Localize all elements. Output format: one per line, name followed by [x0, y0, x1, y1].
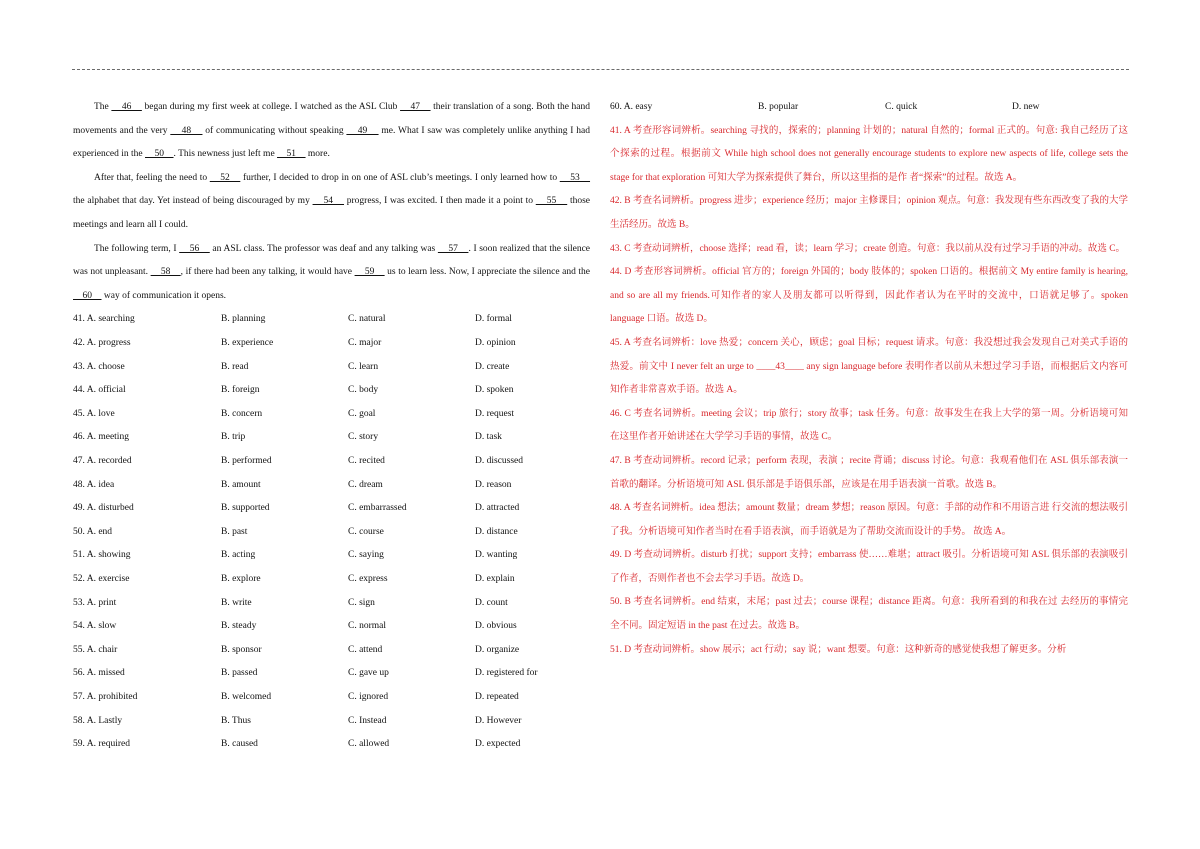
option-c: C. allowed: [348, 739, 390, 750]
passage-text: of communicating without speaking: [202, 125, 347, 136]
answer-explanation: 41. A 考查形容词辨析。searching 寻找的，探索的；planning 计划的；natural 自然的；formal 正式的。句意: 我自己经历了这个探索的过程。根据前文 While high school does not generally encourage students to explore new aspects of life, college sets the stage for that exploration 可知大学为探索提供了舞台，所以这里指的是作 者“探索”的过程。故选 A。: [610, 125, 1128, 183]
passage-text: me. What I saw was completely unlike anything I had experienced in the: [73, 125, 591, 160]
answer-blank: 49: [346, 125, 379, 136]
option-row: [73, 332, 590, 356]
passage-paragraph-3: [73, 238, 590, 309]
option-b: B. write: [221, 597, 252, 608]
option-row: [73, 733, 590, 757]
answer-blank: 57: [437, 243, 469, 254]
option-row: [73, 379, 590, 403]
answer-blank: 46: [111, 102, 142, 112]
option-c: C. story: [348, 432, 379, 443]
passage-text: began during my first week at college. I watched as the ASL Club: [141, 102, 401, 112]
option-row: [73, 662, 590, 686]
option-d: D. new: [1012, 102, 1040, 112]
option-b: B. performed: [221, 456, 272, 466]
option-a: 46. A. meeting: [73, 432, 129, 443]
option-b: B. trip: [221, 432, 246, 443]
passage-text: . This newness just left me: [173, 149, 278, 160]
option-row: [73, 615, 590, 639]
option-a: 55. A. chair: [73, 644, 118, 655]
option-d: D. opinion: [475, 337, 516, 348]
answer-explanation: 44. D 考查形容词辨析。official 官方的；foreign 外国的；body 肢体的；spoken 口语的。根据前文 My entire family is hearing, and so are all my friends.可知作者的家人及朋友都可以听得到，因此作者认为在平时的交流中，口语就足够了。spoken language 口语。故选 D。: [610, 267, 1128, 325]
option-a: 41. A. searching: [73, 314, 135, 325]
option-row: [73, 403, 590, 427]
option-a: 58. A. Lastly: [73, 715, 123, 726]
option-b: B. passed: [221, 668, 258, 679]
answer-explanation: 50. B 考查名词辨析。end 结束，末尾；past 过去；course 课程；distance 距离。句意：我所看到的和我在过 去经历的事情完全不同。固定短语 in the past 在过去。故选 B。: [610, 597, 1128, 632]
passage-text: us to learn less. Now, I appreciate the silence and the: [384, 267, 591, 278]
option-a: 57. A. prohibited: [73, 692, 138, 703]
answer-explanation: 48. A 考查名词辨析。idea 想法；amount 数量；dream 梦想；reason 原因。句意：手部的动作和不用语言进 行交流的想法吸引了我。分析语境可知作者当时在看手语表演，而手语就是为了帮助交流而设计的手势。 故选 A。: [610, 503, 1128, 537]
answer-blank: 47: [400, 102, 431, 112]
option-row: [73, 568, 590, 592]
option-c: C. embarrassed: [348, 503, 407, 514]
option-c: C. express: [348, 574, 388, 585]
option-b: B. supported: [221, 503, 270, 514]
option-a: 59. A. required: [73, 739, 130, 750]
option-c: C. gave up: [348, 668, 389, 679]
option-d: D. However: [475, 715, 522, 726]
option-b: B. steady: [221, 621, 257, 632]
answer-explanation: 45. A 考查名词辨析：love 热爱；concern 关心，顾虑；goal 目标；request 请求。句意：我没想过我会发现自己对美式手语的热爱。前文中 I never felt an urge to ____43____ any sign language before 表明作者以前从未想过学习手语，而根据后文内容可知作者非常喜欢手语。故选 A。: [610, 337, 1128, 396]
option-d: D. spoken: [475, 385, 514, 396]
option-a: 47. A. recorded: [73, 456, 132, 466]
option-b: B. planning: [221, 314, 266, 325]
passage-paragraph-1: [73, 96, 590, 167]
option-b: B. sponsor: [221, 644, 262, 655]
option-b: B. past: [221, 526, 248, 537]
option-row: [73, 450, 590, 474]
left-column: [73, 96, 590, 757]
passage-text: those meetings and learn all I could.: [73, 196, 590, 230]
option-row: [73, 686, 590, 710]
option-a: 54. A. slow: [73, 621, 117, 632]
option-b: B. foreign: [221, 385, 260, 396]
option-row: [73, 497, 590, 521]
option-a: 50. A. end: [73, 526, 113, 537]
option-a: 56. A. missed: [73, 668, 125, 679]
passage-text: The following term, I: [94, 243, 180, 254]
option-d: D. count: [475, 597, 508, 608]
answer-blank: 55: [535, 196, 568, 207]
option-a: 48. A. idea: [73, 479, 115, 490]
passage-text: further, I decided to drop in on one of ASL club’s meetings. I only learned how to: [240, 172, 560, 183]
answer-blank: 58: [150, 267, 181, 278]
answer-explanation: 43. C 考查动词辨析，choose 选择；read 看，读；learn 学习；create 创造。句意：我以前从没有过学习手语的冲动。故选 C。: [610, 243, 1126, 254]
option-a: 45. A. love: [73, 408, 115, 419]
option-c: C. Instead: [348, 715, 387, 726]
option-row: [73, 308, 590, 332]
option-row: [73, 592, 590, 616]
answer-blank: 59: [354, 267, 385, 278]
passage-text: more.: [305, 149, 330, 160]
answer-blank: 56: [179, 243, 210, 254]
passage-text: . I soon realized that the silence was not unpleasant.: [73, 243, 590, 278]
option-c: C. body: [348, 385, 379, 396]
option-c: C. major: [348, 337, 382, 348]
option-b: B. concern: [221, 408, 263, 419]
option-d: D. distance: [475, 526, 518, 537]
answer-blank: 54: [312, 196, 345, 207]
passage-text: an ASL class. The professor was deaf and any talking was: [209, 243, 438, 254]
option-b: B. acting: [221, 550, 256, 561]
option-b: B. caused: [221, 739, 258, 750]
option-a: 60. A. easy: [610, 102, 653, 112]
option-c: C. saying: [348, 550, 384, 561]
option-a: 53. A. print: [73, 597, 117, 608]
passage-text: their translation of a song. Both the hand movements and the very: [73, 102, 591, 136]
option-a: 49. A. disturbed: [73, 503, 134, 514]
option-c: C. ignored: [348, 692, 389, 703]
option-d: D. reason: [475, 479, 512, 490]
answer-blank: 51: [277, 149, 306, 160]
passage-paragraph-2: [73, 167, 590, 238]
passage-text: After that, feeling the need to: [94, 172, 210, 183]
option-row: [73, 639, 590, 663]
option-row: [73, 521, 590, 545]
passage-text: way of communication it opens.: [101, 290, 227, 301]
answer-explanation: 42. B 考查名词辨析。progress 进步；experience 经历；major 主修课目；opinion 观点。句意：我发现有些东西改变了我的大学生活经历。故选 B。: [610, 196, 1128, 230]
answer-blank: 50: [145, 149, 174, 160]
passage-text: , if there had been any talking, it would have: [180, 267, 355, 278]
option-d: D. registered for: [475, 668, 538, 679]
answer-explanation: 49. D 考查动词辨析。disturb 打扰；support 支持；embarrass 使……难堪；attract 吸引。分析语境可知 ASL 俱乐部的表演吸引了作者，否则作者也不会去学习手语。故选 D。: [610, 550, 1128, 584]
option-c: C. course: [348, 526, 384, 537]
option-d: D. expected: [475, 739, 521, 750]
option-a: 51. A. showing: [73, 550, 131, 561]
option-c: C. learn: [348, 361, 379, 372]
answer-blank: 52: [209, 172, 241, 183]
option-b: B. amount: [221, 479, 261, 490]
option-row: [73, 544, 590, 568]
passage-text: the alphabet that day. Yet instead of being discouraged by my: [73, 196, 313, 207]
option-row: [73, 356, 590, 380]
option-c: C. normal: [348, 621, 386, 632]
option-b: B. explore: [221, 574, 261, 585]
option-row-60: [610, 96, 1128, 120]
option-b: B. Thus: [221, 715, 251, 726]
option-a: 43. A. choose: [73, 361, 125, 372]
option-c: C. recited: [348, 456, 385, 466]
header-rule: [72, 69, 1129, 70]
option-c: C. quick: [885, 102, 918, 112]
option-row: [73, 710, 590, 734]
answer-blank: 60: [73, 290, 102, 301]
option-d: D. create: [475, 361, 510, 372]
option-d: D. organize: [475, 644, 520, 655]
answer-explanation: 46. C 考查名词辨析。meeting 会议；trip 旅行；story 故事；task 任务。句意：故事发生在我上大学的第一周。分析语境可知在这里作者开始讲述在大学学习手语的事情，故选 C。: [610, 408, 1128, 443]
options-list: [73, 308, 590, 757]
answer-explanations: [610, 120, 1128, 663]
answer-explanation: 51. D 考查动词辨析。show 展示；act 行动；say 说；want 想要。句意：这种新奇的感觉使我想了解更多。分析: [610, 644, 1067, 655]
option-c: C. natural: [348, 314, 386, 325]
answer-blank: 48: [170, 125, 203, 136]
option-a: 44. A. official: [73, 385, 126, 396]
option-a: 52. A. exercise: [73, 574, 130, 585]
option-a: 42. A. progress: [73, 337, 131, 348]
option-b: B. welcomed: [221, 692, 272, 703]
option-c: C. sign: [348, 597, 375, 608]
option-d: D. attracted: [475, 503, 520, 514]
option-b: B. experience: [221, 337, 274, 348]
passage-text: The: [94, 102, 112, 112]
option-d: D. task: [475, 432, 502, 443]
option-d: D. formal: [475, 314, 512, 325]
option-row: [73, 426, 590, 450]
right-column: [610, 96, 1128, 662]
option-c: C. goal: [348, 408, 376, 419]
option-c: C. attend: [348, 644, 383, 655]
passage-text: progress, I was excited. I then made it a point to: [344, 196, 536, 207]
option-d: D. discussed: [475, 456, 524, 466]
option-row: [73, 474, 590, 498]
option-d: D. explain: [475, 574, 515, 585]
option-d: D. request: [475, 408, 515, 419]
option-c: C. dream: [348, 479, 383, 490]
option-b: B. popular: [758, 102, 799, 112]
option-d: D. wanting: [475, 550, 518, 561]
option-d: D. repeated: [475, 692, 519, 703]
answer-explanation: 47. B 考查动词辨析。record 记录；perform 表现，表演 ；recite 背诵；discuss 讨论。句意：我观看他们在 ASL 俱乐部表演一首歌的翻译。分析语境可知 ASL 俱乐部是手语俱乐部，应该是在用手语表演一首歌。故选 B。: [610, 455, 1128, 490]
answer-blank: 53: [559, 172, 591, 183]
option-d: D. obvious: [475, 621, 517, 632]
option-b: B. read: [221, 361, 249, 372]
